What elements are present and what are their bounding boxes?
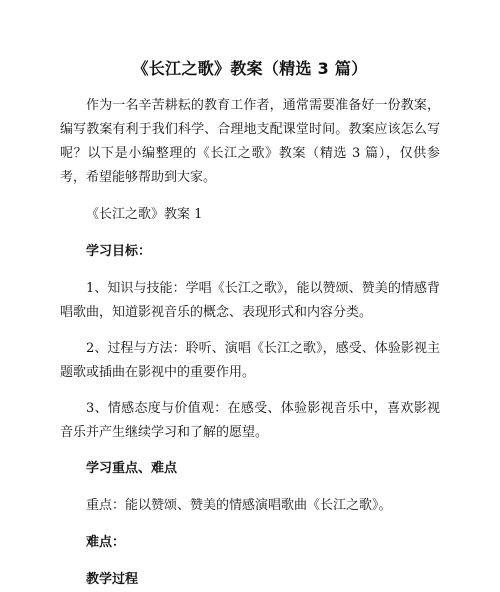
process-heading: 教学过程: [86, 572, 139, 587]
goals-heading: 学习目标：: [86, 244, 152, 259]
section-title: 《长江之歌》教案 1: [86, 207, 203, 222]
goal-item-2: 2、过程与方法：聆听、演唱《长江之歌》，感受、体验影视主题歌或插曲在影视中的重要作用。: [60, 341, 440, 380]
goal-item-1: 1、知识与技能：学唱《长江之歌》，能以赞颂、赞美的情感背唱歌曲，知道影视音乐的概念、表现形式和内容分类。: [60, 281, 440, 320]
goal-item-3: 3、情感态度与价值观：在感受、体验影视音乐中，喜欢影视音乐并产生继续学习和了解的愿望。: [60, 401, 440, 440]
document-title: 《长江之歌》教案（精选 3 篇）: [132, 59, 368, 78]
difficulty-heading: 难点：: [86, 535, 126, 550]
key-point: 重点：能以赞颂、赞美的情感演唱歌曲《长江之歌》。: [86, 498, 392, 513]
intro-paragraph: 作为一名辛苦耕耘的教育工作者，通常需要准备好一份教案，编写教案有利于我们科学、合理地支配课堂时间。教案应该怎么写呢？以下是小编整理的《长江之歌》教案（精选 3 篇），仅供参考，希望能够帮助到大家。: [60, 98, 440, 185]
key-difficulty-heading: 学习重点、难点: [86, 461, 178, 476]
